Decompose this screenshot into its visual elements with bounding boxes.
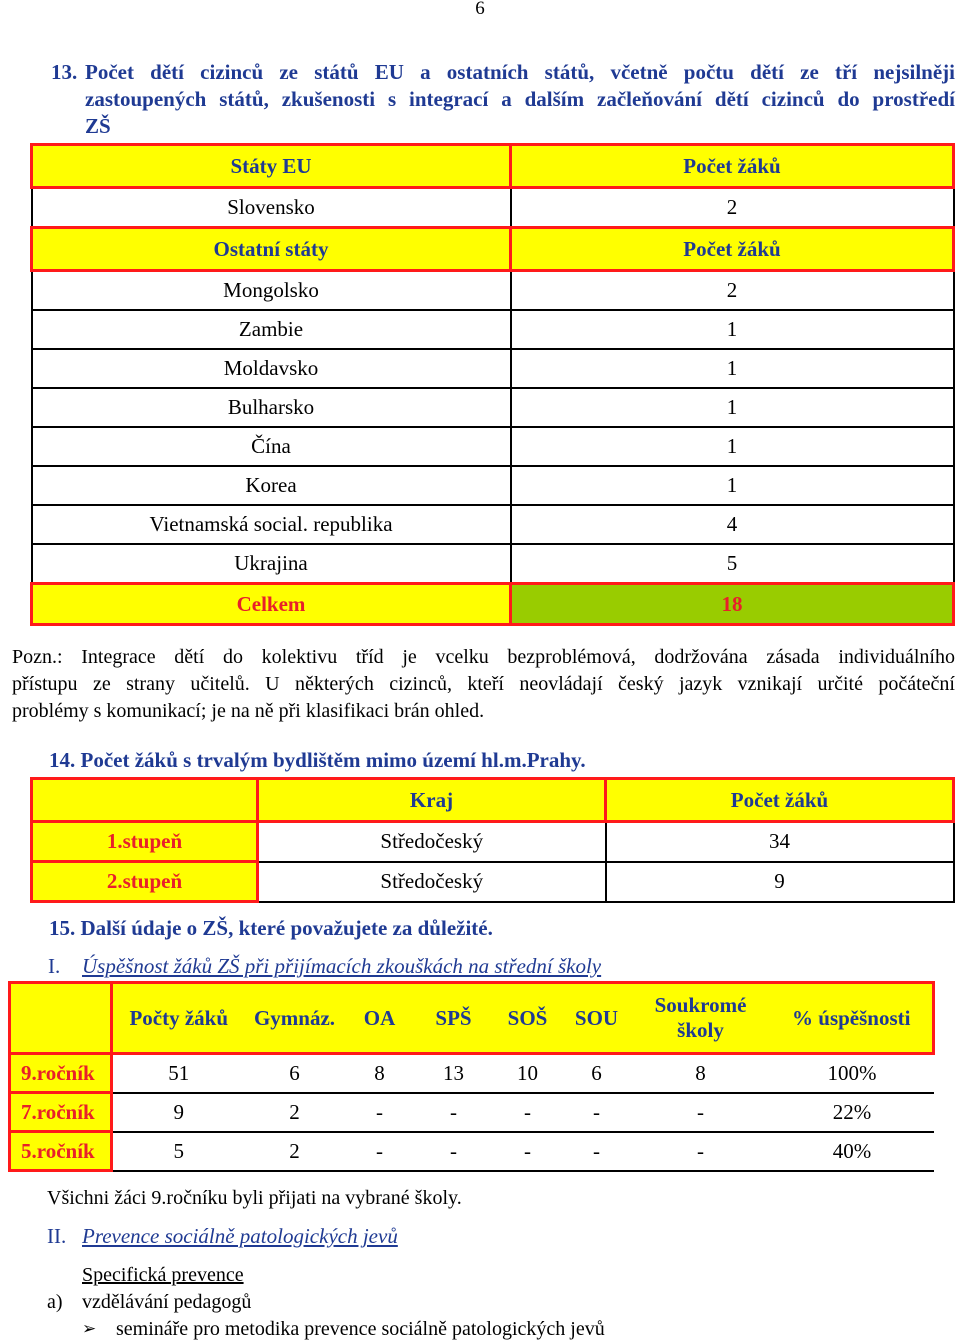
section-15-title: 15. Další údaje o ZŠ, které považujete za důležité. (49, 916, 493, 940)
kraj-cell: Středočeský (258, 822, 606, 862)
foreigners-table (30, 143, 955, 626)
header-cell: SOŠ (493, 983, 563, 1054)
table-row (32, 505, 954, 544)
subsection-2-number: II. (47, 1224, 67, 1248)
value-cell: 8 (345, 1054, 415, 1093)
count-cell: 2 (511, 188, 954, 228)
admissions-table (8, 981, 935, 1172)
country-cell: Zambie (32, 310, 511, 349)
section-13-title-line1: Počet dětí cizinců ze států EU a ostatních států, včetně počtu dětí ze tří nejsilněji (85, 60, 955, 84)
value-cell: 100% (771, 1054, 934, 1093)
kraj-header: Kraj (258, 779, 606, 822)
row-label: 5.ročník (10, 1132, 112, 1171)
subsection-1-title: Úspěšnost žáků ZŠ při přijímacích zkouškách na střední školy (82, 954, 602, 978)
value-cell: - (415, 1132, 493, 1171)
admissions-header-row (10, 983, 934, 1054)
value-cell: - (415, 1093, 493, 1132)
count-cell: 34 (606, 822, 954, 862)
subsection-2-title: Prevence sociálně patologických jevů (82, 1224, 398, 1248)
specific-prevention-title: Specifická prevence (82, 1264, 244, 1286)
total-label: Celkem (32, 584, 511, 625)
country-cell: Bulharsko (32, 388, 511, 427)
residence-header-row (32, 779, 954, 822)
table-row (32, 271, 954, 311)
row-label: 2.stupeň (32, 862, 258, 902)
row-label: 7.ročník (10, 1093, 112, 1132)
table-row (32, 822, 954, 862)
count-cell: 1 (511, 427, 954, 466)
count-header: Počet žáků (606, 779, 954, 822)
country-cell: Čína (32, 427, 511, 466)
total-row (32, 584, 954, 625)
value-cell: 5 (112, 1132, 245, 1171)
section-13-number: 13. (51, 60, 78, 84)
table-row (32, 188, 954, 228)
header-cell: SOU (563, 983, 631, 1054)
value-cell: 9 (112, 1093, 245, 1132)
header-cell: Soukromé školy (631, 983, 771, 1054)
row-label: 1.stupeň (32, 822, 258, 862)
table-row (10, 1093, 934, 1132)
value-cell: 51 (112, 1054, 245, 1093)
value-cell: 40% (771, 1132, 934, 1171)
table-row (32, 310, 954, 349)
other-header: Ostatní státy (32, 228, 511, 271)
count-cell: 9 (606, 862, 954, 902)
value-cell: - (563, 1132, 631, 1171)
eu-header-row (32, 145, 954, 188)
value-cell: 8 (631, 1054, 771, 1093)
count-cell: 1 (511, 310, 954, 349)
country-cell: Mongolsko (32, 271, 511, 311)
value-cell: - (493, 1093, 563, 1132)
note (12, 644, 955, 725)
count-cell: 4 (511, 505, 954, 544)
blank-header (10, 983, 112, 1054)
value-cell: 2 (245, 1093, 345, 1132)
row-label: 9.ročník (10, 1054, 112, 1093)
country-cell: Ukrajina (32, 544, 511, 584)
value-cell: - (345, 1093, 415, 1132)
note-label: Pozn. (12, 646, 57, 668)
table-row (10, 1132, 934, 1171)
country-cell: Vietnamská social. republika (32, 505, 511, 544)
table-row (32, 349, 954, 388)
value-cell: 10 (493, 1054, 563, 1093)
table-row (32, 388, 954, 427)
count-cell: 1 (511, 466, 954, 505)
header-cell: % úspěšnosti (771, 983, 934, 1054)
count-cell: 1 (511, 349, 954, 388)
value-cell: - (563, 1093, 631, 1132)
subsection-1-number: I. (48, 954, 61, 978)
eu-header: Státy EU (32, 145, 511, 188)
value-cell: 6 (563, 1054, 631, 1093)
section-13-title-line2: zastoupených států, zkušenosti s integrací a dalším začleňování dětí cizinců do prostředí (85, 87, 955, 111)
other-header-row (32, 228, 954, 271)
total-value: 18 (511, 584, 954, 625)
value-cell: - (345, 1132, 415, 1171)
count-cell: 2 (511, 271, 954, 311)
table-row (10, 1054, 934, 1093)
value-cell: - (631, 1132, 771, 1171)
bullet-1-text: semináře pro metodika prevence sociálně patologických jevů (116, 1318, 605, 1340)
table-row (32, 427, 954, 466)
page-number: 6 (475, 0, 485, 19)
country-cell: Moldavsko (32, 349, 511, 388)
country-cell: Korea (32, 466, 511, 505)
note-line2: přístupu ze strany učitelů. U některých cizinců, kteří neovládají český jazyk vznikají určité počáteční (12, 673, 955, 695)
header-cell: OA (345, 983, 415, 1054)
table-row (32, 862, 954, 902)
table-row (32, 466, 954, 505)
arrow-bullet-icon: ➢ (82, 1319, 97, 1339)
value-cell: 6 (245, 1054, 345, 1093)
count-cell: 5 (511, 544, 954, 584)
value-cell: 2 (245, 1132, 345, 1171)
eu-count-header: Počet žáků (511, 145, 954, 188)
value-cell: 22% (771, 1093, 934, 1132)
kraj-cell: Středočeský (258, 862, 606, 902)
item-a-marker: a) (47, 1291, 63, 1313)
section-13-title-line3: ZŠ (85, 114, 111, 138)
other-count-header: Počet žáků (511, 228, 954, 271)
after-table-text: Všichni žáci 9.ročníku byli přijati na vybrané školy. (47, 1187, 462, 1209)
value-cell: - (493, 1132, 563, 1171)
header-cell: SPŠ (415, 983, 493, 1054)
country-cell: Slovensko (32, 188, 511, 228)
header-cell: Gymnáz. (245, 983, 345, 1054)
note-line3: problémy s komunikací; je na ně při klasifikaci brán ohled. (12, 700, 485, 722)
residence-table (30, 777, 955, 903)
header-cell: Počty žáků (112, 983, 245, 1054)
table-row (32, 544, 954, 584)
value-cell: 13 (415, 1054, 493, 1093)
blank-header (32, 779, 258, 822)
count-cell: 1 (511, 388, 954, 427)
value-cell: - (631, 1093, 771, 1132)
note-line1 (12, 644, 955, 671)
note-text1: : Integrace dětí do kolektivu tříd je vcelku bezproblémová, dodržována zásada individuálního (57, 646, 955, 668)
item-a-text: vzdělávání pedagogů (82, 1291, 252, 1313)
section-14-title: 14. Počet žáků s trvalým bydlištěm mimo území hl.m.Prahy. (49, 748, 586, 772)
